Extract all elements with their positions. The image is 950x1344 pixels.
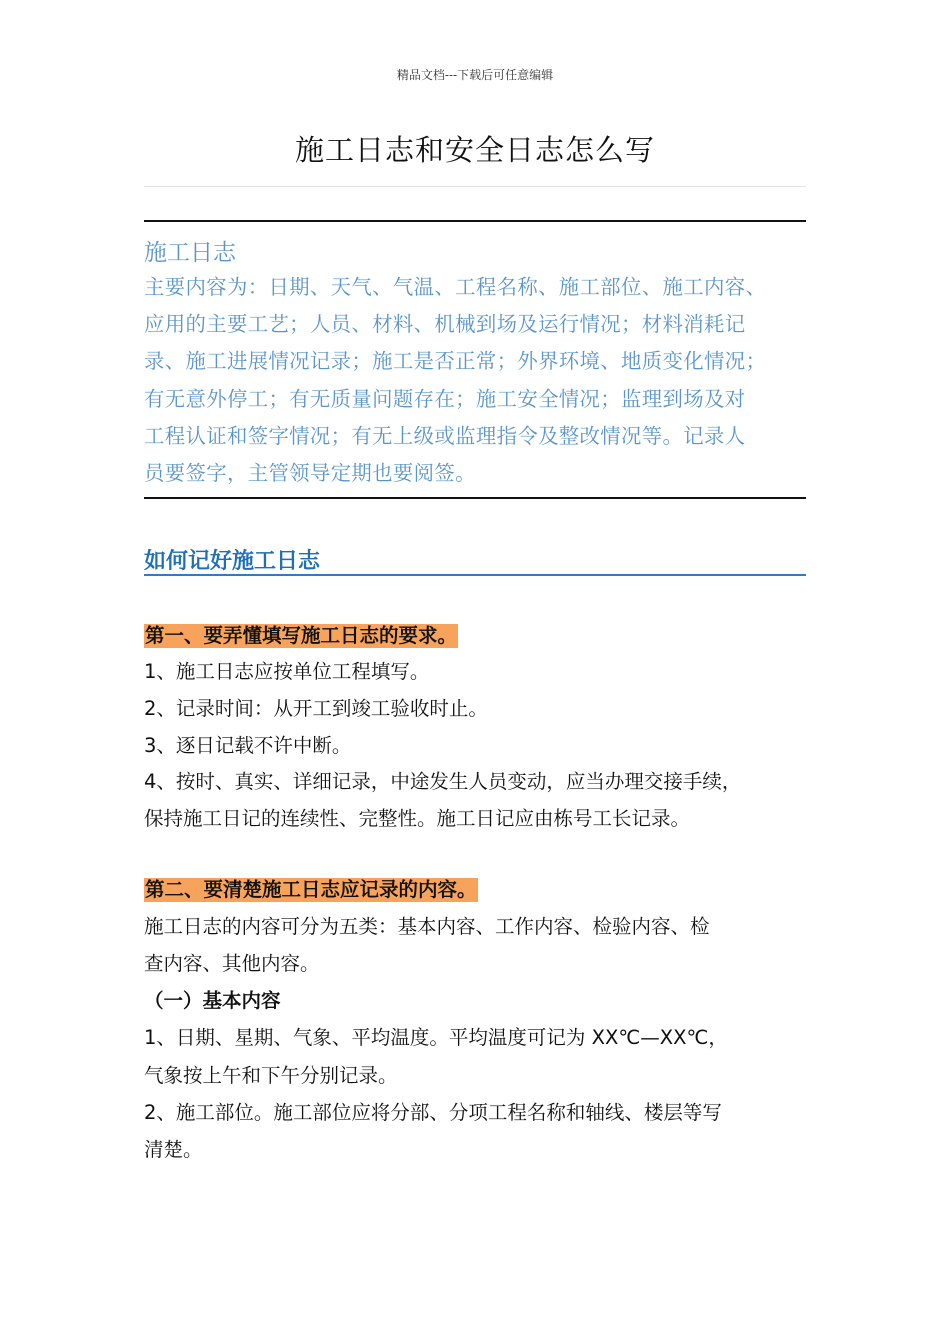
part1-line: 1、施工日志应按单位工程填写。	[144, 660, 430, 683]
part2-subheading: （一）基本内容	[144, 989, 281, 1012]
part1-line: 保持施工日记的连续性、完整性。施工日记应由栋号工长记录。	[144, 807, 691, 830]
part2-heading: 第二、要清楚施工日志应记录的内容。	[145, 878, 477, 901]
intro-line: 应用的主要工艺；人员、材料、机械到场及运行情况；材料消耗记	[144, 312, 746, 337]
intro-body	[144, 269, 806, 492]
part1-line: 4、按时、真实、详细记录，中途发生人员变动，应当办理交接手续，	[144, 770, 742, 793]
part2-item: 2、施工部位。施工部位应将分部、分项工程名称和轴线、楼层等写	[144, 1101, 722, 1124]
intro-line: 员要签字，主管领导定期也要阅签。	[144, 461, 476, 486]
intro-line: 工程认证和签字情况；有无上级或监理指令及整改情况等。记录人	[144, 423, 746, 448]
intro-line: 录、施工进展情况记录；施工是否正常；外界环境、地质变化情况；	[144, 349, 767, 374]
part2-item: 清楚。	[144, 1138, 203, 1161]
part2-line: 施工日志的内容可分为五类：基本内容、工作内容、检验内容、检	[144, 915, 710, 938]
intro-line: 主要内容为：日期、天气、气温、工程名称、施工部位、施工内容、	[144, 275, 767, 299]
part2-item: 气象按上午和下午分别记录。	[144, 1064, 398, 1087]
intro-line: 有无意外停工；有无质量问题存在；施工安全情况；监理到场及对	[144, 386, 746, 411]
part1-line: 3、逐日记载不许中断。	[144, 734, 352, 757]
title-divider	[144, 186, 806, 187]
part1-line: 2、记录时间：从开工到竣工验收时止。	[144, 697, 488, 720]
header-note: 精品文档---下载后可任意编辑	[396, 68, 554, 82]
part1-heading: 第一、要弄懂填写施工日志的要求。	[145, 624, 458, 647]
intro-heading: 施工日志	[144, 240, 236, 266]
part2-line: 查内容、其他内容。	[144, 952, 320, 975]
document-title: 施工日志和安全日志怎么写	[294, 133, 655, 167]
section-heading: 如何记好施工日志	[144, 544, 806, 576]
part2-item: 1、日期、星期、气象、平均温度。平均温度可记为 XX℃—XX℃，	[144, 1026, 728, 1049]
intro-quote-box	[144, 220, 806, 499]
